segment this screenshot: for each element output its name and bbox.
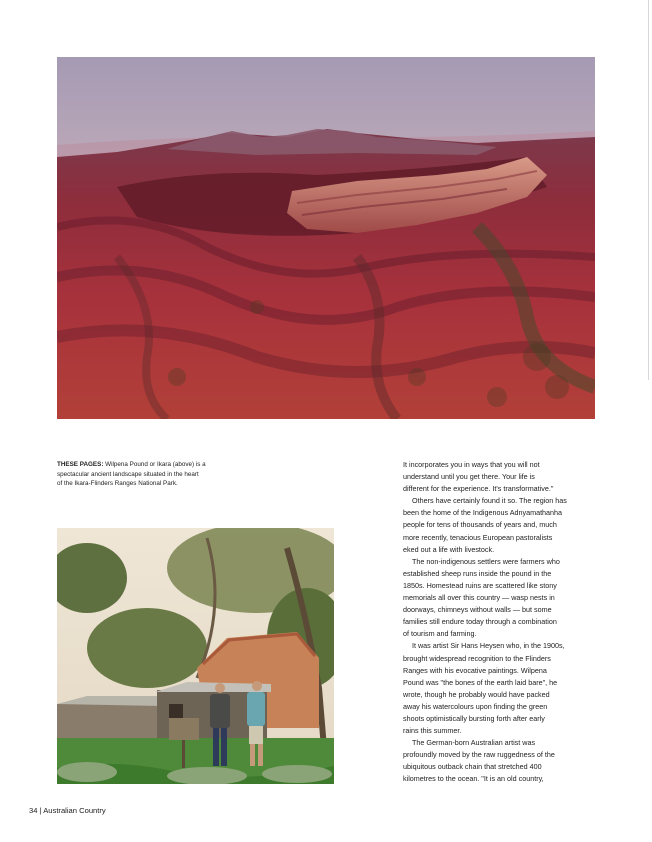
body-text-line: away his watercolours upon finding the green — [403, 701, 548, 711]
body-text-line: brought widespread recognition to the Flinders — [403, 653, 551, 663]
body-text-line: profoundly moved by the raw ruggedness of the — [403, 750, 555, 760]
body-text-line: doorways, chimneys without walls — but some — [403, 605, 552, 615]
body-text-line: rains this summer. — [403, 726, 462, 736]
publication-name: Australian Country — [43, 806, 106, 815]
body-text-line: Others have certainly found it so. The region has — [412, 496, 567, 506]
page-edge-rule — [648, 0, 649, 380]
body-text-line: kilometres to the ocean. "It is an old country, — [403, 774, 544, 784]
body-text-line: been the home of the Indigenous Adnyamathanha — [403, 508, 563, 518]
body-text-line: shoots optimistically bursting forth after early — [403, 713, 545, 723]
body-text-line: The German-born Australian artist was — [412, 738, 536, 748]
body-text-line: memorials all over this country — wasp nests in — [403, 593, 555, 603]
body-text-line: of tourism and farming. — [403, 629, 477, 639]
caption-line: Wilpena Pound or Ikara (above) is a — [103, 461, 206, 468]
caption-lead: THESE PAGES: — [57, 461, 104, 468]
hero-photo — [57, 57, 595, 419]
body-text-line: 1850s. Homestead ruins are scattered like stony — [403, 580, 557, 590]
body-text-line: understand until you get there. Your life is — [403, 472, 535, 482]
body-text-line: eked out a life with livestock. — [403, 544, 495, 554]
inset-photo — [57, 528, 334, 784]
body-text-line: It was artist Sir Hans Heysen who, in the 1900s, — [412, 641, 565, 651]
photo-caption — [57, 460, 235, 489]
body-text-line: families still endure today through a combination — [403, 617, 557, 627]
caption-line: of the Ikara-Flinders Ranges National Park. — [57, 480, 178, 488]
body-text-line: established sheep runs inside the pound in the — [403, 568, 552, 578]
page-number: 34 — [29, 806, 38, 815]
body-text-line: Pound was "the bones of the earth laid bare", he — [403, 677, 558, 687]
body-text-line: Ranges with his evocative paintings. Wilpena — [403, 665, 547, 675]
body-text-line: The non-indigenous settlers were farmers who — [412, 556, 560, 566]
caption-line: spectacular ancient landscape situated in the heart — [57, 470, 199, 478]
body-text-line: wrote, though he probably would have packed — [403, 689, 550, 699]
body-text-line: more recently, tenacious European pastoralists — [403, 532, 553, 542]
page-footer — [29, 806, 106, 815]
body-text-line: ubiquitous outback chain that stretched 400 — [403, 762, 542, 772]
article-body — [403, 459, 583, 786]
footer-separator: | — [37, 806, 44, 815]
body-text-line: It incorporates you in ways that you will not — [403, 460, 540, 469]
body-text-line: people for tens of thousands of years and, much — [403, 520, 557, 530]
body-text-line: different for the experience. It's transformative." — [403, 484, 554, 494]
